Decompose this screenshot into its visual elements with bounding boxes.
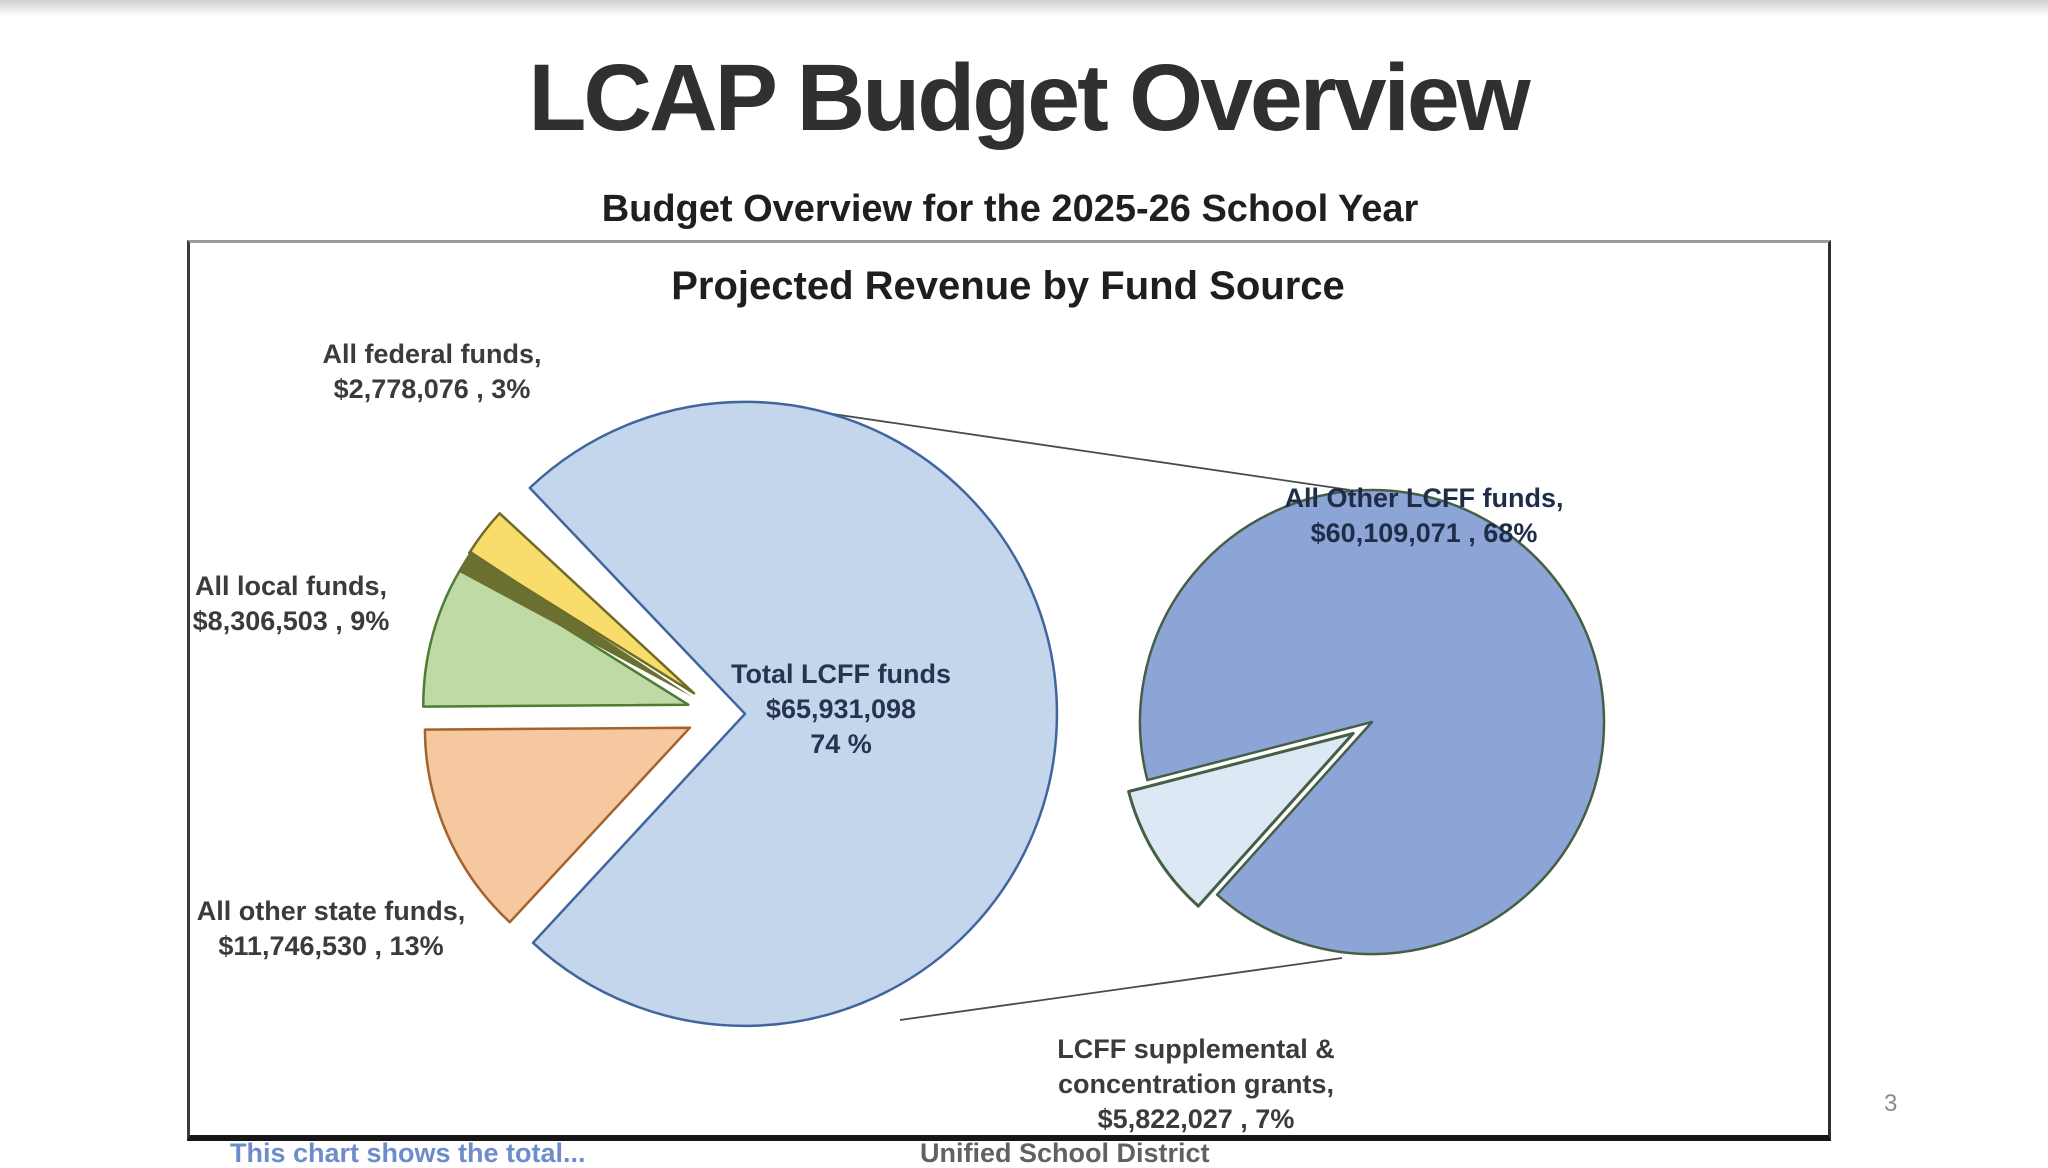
- label-lcff-line3: 74 %: [810, 729, 872, 759]
- label-lcff-supplemental: [1057, 1032, 1335, 1137]
- label-other-lcff-line2: $60,109,071 , 68%: [1310, 518, 1538, 548]
- connector-line-bottom: [900, 958, 1342, 1020]
- label-lcff-line1: Total LCFF funds: [731, 659, 951, 689]
- label-federal-line1: All federal funds,: [322, 339, 542, 369]
- label-state-line1: All other state funds,: [196, 896, 466, 926]
- page-title: LCAP Budget Overview: [528, 45, 1528, 151]
- label-state-line2: $11,746,530 , 13%: [218, 931, 444, 961]
- label-federal-line2: $2,778,076 , 3%: [333, 374, 531, 404]
- bottom-cutoff-text-row: [0, 1138, 2048, 1168]
- slide-subtitle: Budget Overview for the 2025-26 School Year: [601, 188, 1419, 230]
- label-supplemental-line3: $5,822,027 , 7%: [1097, 1104, 1295, 1134]
- label-other-lcff-line1: All Other LCFF funds,: [1284, 483, 1564, 513]
- label-local-line1: All local funds,: [194, 571, 388, 601]
- label-local-funds: [193, 569, 390, 639]
- label-supplemental-line1: LCFF supplemental &: [1057, 1034, 1335, 1064]
- label-all-other-lcff-funds: [1285, 481, 1564, 551]
- label-local-line2: $8,306,503 , 9%: [192, 606, 390, 636]
- label-supplemental-line2: concentration grants,: [1057, 1069, 1335, 1099]
- label-lcff-line2: $65,931,098: [765, 694, 917, 724]
- label-total-lcff-funds: [731, 657, 951, 762]
- label-federal-funds: [322, 337, 541, 407]
- page-number: 3: [1884, 1090, 1898, 1117]
- label-other-state-funds: [197, 894, 466, 964]
- bottom-cutoff-text-right: Unified School District: [920, 1138, 1210, 1168]
- bottom-cutoff-text-left: This chart shows the total...: [230, 1138, 586, 1168]
- chart-title: Projected Revenue by Fund Source: [671, 264, 1345, 308]
